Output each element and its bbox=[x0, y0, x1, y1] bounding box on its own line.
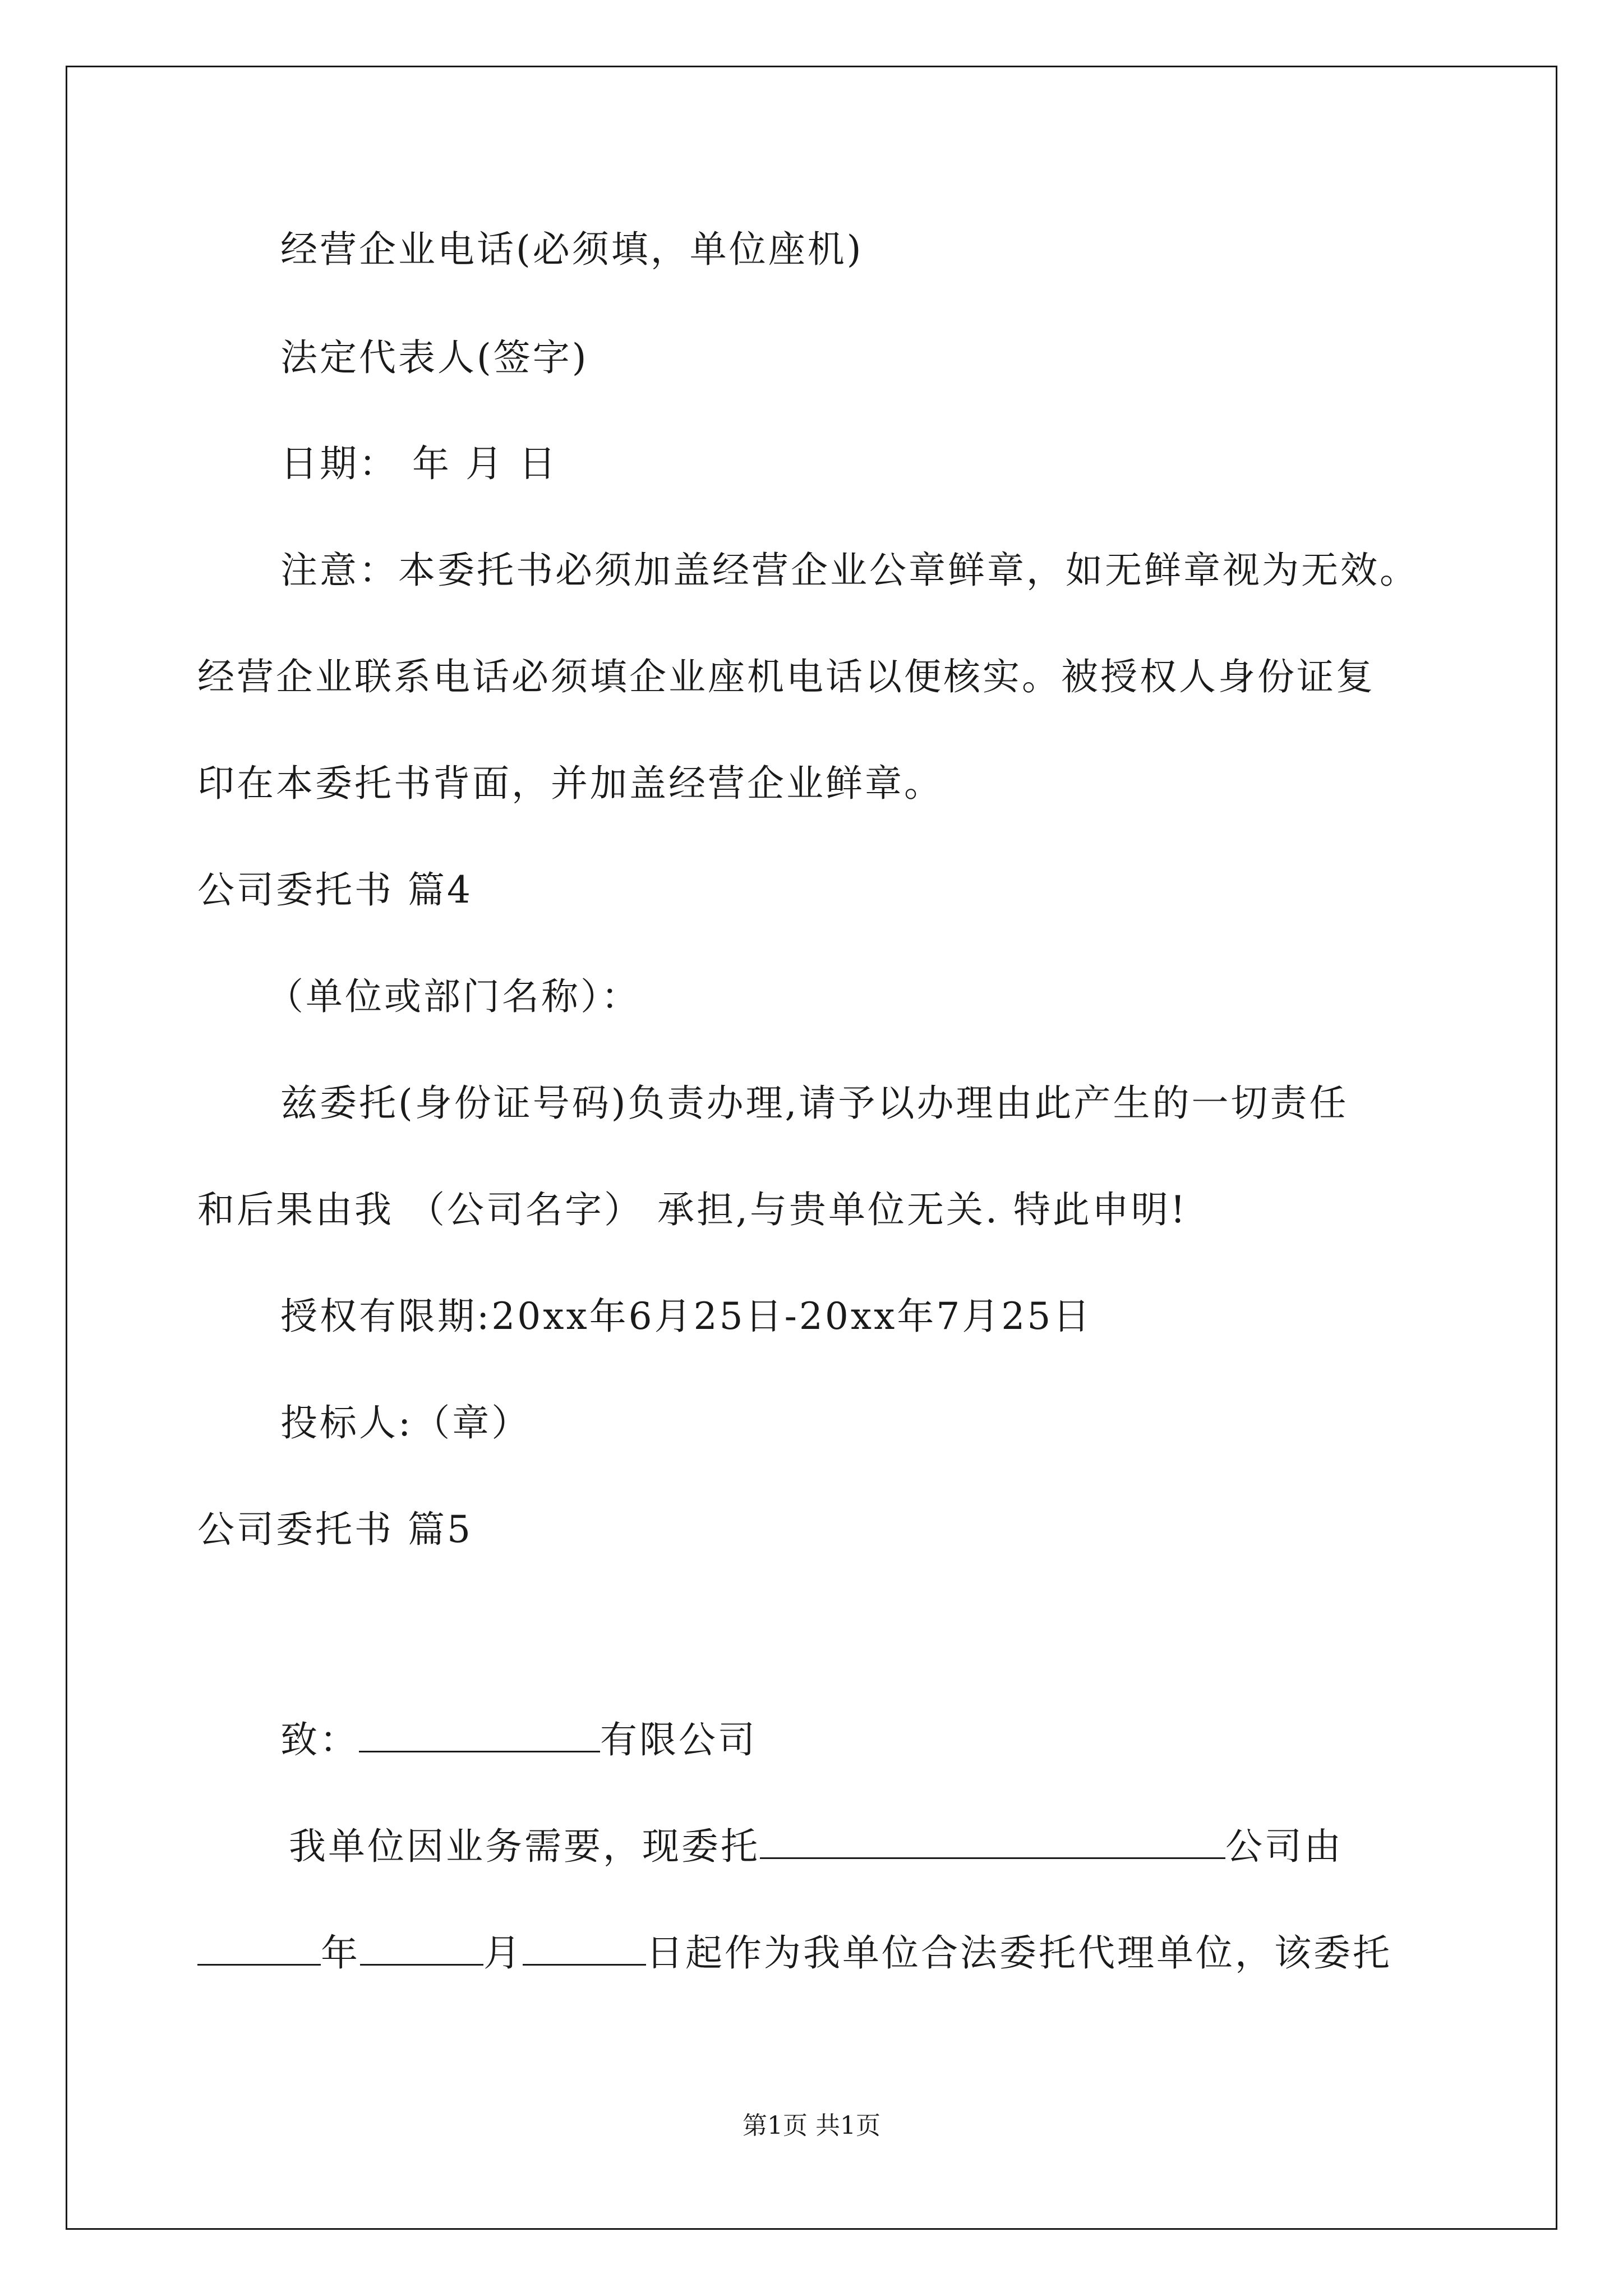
start-date-rest: 日起作为我单位合法委托代理单位，该委托 bbox=[646, 1931, 1392, 1975]
section-heading-4: 公司委托书 篇4 bbox=[197, 868, 473, 912]
to-label: 致： bbox=[280, 1718, 359, 1761]
delegate-prefix: 我单位因业务需要，现委托 bbox=[289, 1825, 760, 1868]
blank-company bbox=[359, 1716, 600, 1752]
text-line-validity: 授权有限期:20xx年6月25日-20xx年7月25日 bbox=[280, 1295, 1092, 1338]
text-line-legal-rep: 法定代表人(签字) bbox=[280, 336, 589, 379]
text-line-bidder: 投标人:（章） bbox=[280, 1401, 531, 1444]
text-line-date: 日期： 年 月 日 bbox=[280, 442, 558, 485]
text-line-notice-cont-1: 经营企业联系电话必须填企业座机电话以便核实。被授权人身份证复 bbox=[197, 655, 1375, 698]
month-label: 月 bbox=[483, 1931, 523, 1975]
blank-month bbox=[360, 1929, 483, 1966]
text-line-entrust: 兹委托(身份证号码)负责办理,请予以办理由此产生的一切责任 bbox=[280, 1082, 1349, 1125]
page-border bbox=[66, 66, 1557, 2230]
text-line-recipient: （单位或部门名称）： bbox=[266, 975, 640, 1018]
blank-year bbox=[197, 1929, 321, 1966]
text-line-phone: 经营企业电话(必须填，单位座机) bbox=[280, 228, 864, 271]
text-line-delegate bbox=[289, 1821, 1343, 1872]
text-line-notice-cont-2: 印在本委托书背面，并加盖经营企业鲜章。 bbox=[197, 762, 943, 805]
blank-day bbox=[523, 1929, 646, 1966]
text-line-start-date bbox=[197, 1928, 1392, 1978]
text-line-notice: 注意：本委托书必须加盖经营企业公章鲜章，如无鲜章视为无效。 bbox=[280, 549, 1419, 592]
section-heading-5: 公司委托书 篇5 bbox=[197, 1508, 473, 1551]
text-line-entrust-cont: 和后果由我 （公司名字） 承担,与贵单位无关. 特此申明! bbox=[197, 1188, 1188, 1231]
blank-delegate-company bbox=[760, 1823, 1225, 1859]
page-footer: 第1页 共1页 bbox=[743, 2111, 880, 2140]
year-label: 年 bbox=[321, 1931, 360, 1975]
company-suffix: 有限公司 bbox=[600, 1718, 757, 1761]
text-line-to bbox=[280, 1715, 757, 1765]
delegate-suffix: 公司由 bbox=[1225, 1825, 1343, 1868]
